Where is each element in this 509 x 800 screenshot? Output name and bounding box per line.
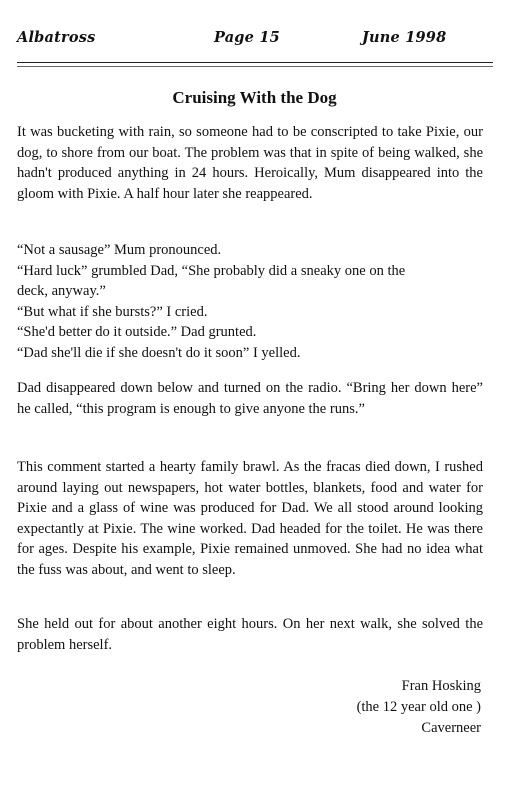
header-rule-secondary xyxy=(17,66,493,67)
dialogue-line: “Not a sausage” Mum pronounced. xyxy=(17,242,222,258)
author-name: Fran Hosking xyxy=(401,678,481,694)
dialogue-line: “Hard luck” grumbled Dad, “She probably did a sneaky one on the xyxy=(17,262,406,279)
paragraph-text: It was bucketing with rain, so someone had to be conscripted to take Pixie, our dog, to shore from our boat. The problem was that in spite of being walked, she hadn't produced anything in 24 hours. Heroically, Mum disappeared into the gloom with Pixie. A half hour later she reappeared. xyxy=(17,124,483,202)
article-dialogue xyxy=(17,240,483,363)
article-paragraph-1 xyxy=(17,122,483,204)
paragraph-text: Dad disappeared down below and turned on the radio. “Bring her down here” he called, “this program is enough to give anyone the runs.” xyxy=(17,380,483,417)
dialogue-line: “But what if she bursts?” I cried. xyxy=(17,303,208,320)
dialogue-line: deck, anyway.” xyxy=(17,283,106,299)
article-paragraph-4 xyxy=(17,457,483,580)
author-note: (the 12 year old one ) xyxy=(356,699,481,715)
dialogue-line: “She'd better do it outside.” Dad grunted. xyxy=(17,324,257,340)
article-paragraph-5 xyxy=(17,614,483,655)
issue-date: June 1998 xyxy=(362,29,447,46)
dialogue-line: “Dad she'll die if she doesn't do it soon” I yelled. xyxy=(17,344,301,361)
newsletter-name: Albatross xyxy=(17,29,96,46)
header-rule xyxy=(17,62,493,63)
paragraph-text: This comment started a hearty family brawl. As the fracas died down, I rushed around laying out newspapers, hot water bottles, blankets, food and water for Pixie and a glass of wine was produced for Dad. We all stood around looking expectantly at Pixie. The wine worked. Dad headed for the toilet. He was there for ages. Despite his example, Pixie remained unmoved. She had no idea what the fuss was about, and went to sleep. xyxy=(17,459,483,578)
paragraph-text: She held out for about another eight hours. On her next walk, she solved the problem herself. xyxy=(17,616,483,653)
page-number: Page 15 xyxy=(214,29,280,46)
author-signature xyxy=(357,676,481,739)
article-title: Cruising With the Dog xyxy=(172,88,337,107)
author-group: Caverneer xyxy=(421,720,481,736)
article-paragraph-3 xyxy=(17,378,483,419)
